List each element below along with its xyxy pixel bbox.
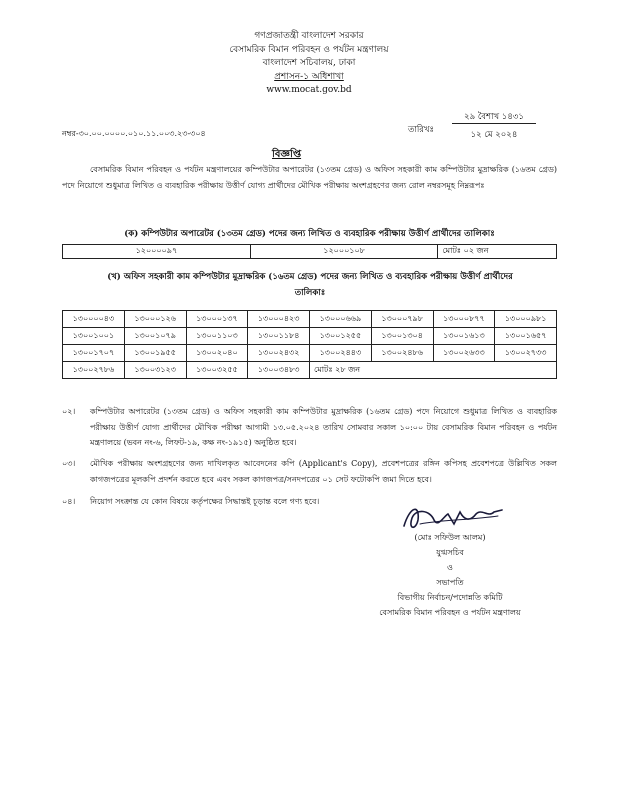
section-a-title: (ক) কম্পিউটার অপারেটর (১৩তম গ্রেড) পদের জন্য লিখিত ও ব্যবহারিক পরীক্ষায় উত্তীর্ণ প্রার্থীদের তালিকাঃ xyxy=(124,229,495,239)
roll-cell: ১৩০০২৬৩৩ xyxy=(433,345,495,362)
roll-cell: ১৩০০০৪২৩ xyxy=(248,311,310,328)
roll-cell: ১৩০০০১২৬ xyxy=(124,311,186,328)
item-text: কম্পিউটার অপারেটর (১৩তম গ্রেড) ও অফিস সহকারী কাম কম্পিউটার মুদ্রাক্ষরিক (১৬তম গ্রেড) পদে নিয়োগে শুধুমাত্র লিখিত ও ব্যবহারিক পরীক্ষায় উত্তীর্ণ যোগ্য প্রার্থীদের মৌখিক পরীক্ষা আগামী ১৩.০৫.২০২৪ তারিখ সোমবার সকাল ১০:০০ টায় বেসামরিক বিমান পরিবহন ও পর্যটন মন্ত্রণালয়ে (ভবন নং-৬, লিফট-১৯, কক্ষ নং-১৯১৫) অনুষ্ঠিত হবে। xyxy=(90,407,557,447)
total-cell: মোটঃ ০২ জন xyxy=(438,245,557,259)
roll-cell: ১৩০০২০৪০ xyxy=(186,345,248,362)
item-number: ০৪। xyxy=(62,497,76,506)
table-row xyxy=(63,362,557,379)
roll-cell: ১৩০০১৭০৭ xyxy=(63,345,125,362)
handwritten-signature xyxy=(390,500,510,534)
roll-cell: ১৩০০১৩০৪ xyxy=(371,328,433,345)
roll-cell: ১২০০০০৯৭ xyxy=(63,245,251,259)
roll-cell: ১৩০০১২৫৫ xyxy=(310,328,372,345)
ministry-name: বেসামরিক বিমান পরিবহন ও পর্যটন মন্ত্রণালয় xyxy=(229,44,389,55)
signatory-and: ও xyxy=(447,563,453,572)
notice-title: বিজ্ঞপ্তি xyxy=(272,149,302,160)
total-cell: মোটঃ ২৮ জন xyxy=(310,362,557,379)
signatory-name: (মোঃ সফিউল আলম) xyxy=(414,533,486,542)
roll-cell: ১৩০০৩২৫৫ xyxy=(186,362,248,379)
item-text: নিয়োগ সংক্রান্ত যে কোন বিষয়ে কর্তৃপক্ষের সিদ্ধান্তই চূড়ান্ত বলে গণ্য হবে। xyxy=(90,497,320,506)
list-item xyxy=(62,456,557,490)
roll-cell: ১৩০০৩৪৮৩ xyxy=(248,362,310,379)
roll-cell: ১৩০০১৬৫৭ xyxy=(495,328,557,345)
item-text: মৌখিক পরীক্ষায় অংশগ্রহণের জন্য দাখিলকৃত আবেদনের কপি (Applicant's Copy), প্রবেশপত্রের রঙ্গিন কপিসহ প্রবেশপত্রে উল্লিখিত সকল কাগজপত্রের মূলকপি প্রদর্শন করতে হবে এবং সকল কাগজপত্র/সনদপত্রের ০১ সেট ফটোকপি জমা দিতে হবে। xyxy=(90,459,557,484)
table-row xyxy=(63,311,557,328)
roll-cell: ১৩০০১১০৩ xyxy=(186,328,248,345)
roll-cell: ১৩০০০৮৭৭ xyxy=(433,311,495,328)
roll-cell: ১৩০০৩১২৩ xyxy=(124,362,186,379)
govt-name: গণপ্রজাতন্ত্রী বাংলাদেশ সরকার xyxy=(254,31,364,41)
date-bangla: ২৯ বৈশাখ ১৪৩১ xyxy=(464,112,524,122)
signature-block xyxy=(340,500,560,620)
date-english: ১২ মে ২০২৪ xyxy=(470,130,518,140)
memo-number: নম্বর-৩০.০০.০০০০.০১০.১১.০০৩.২৩-৩০৪ xyxy=(62,129,206,138)
website: www.mocat.gov.bd xyxy=(266,85,352,95)
roll-cell: ১৩০০২৭৮৬ xyxy=(63,362,125,379)
section-b-table xyxy=(62,310,557,379)
roll-cell: ১৩০০২৪৪৩ xyxy=(310,345,372,362)
roll-cell: ১৩০০২৪৩২ xyxy=(248,345,310,362)
signatory-designation: যুগ্মসচিব xyxy=(436,548,464,557)
roll-cell: ১৩০০২৭৩৩ xyxy=(495,345,557,362)
roll-cell: ১৩০০০৯৮১ xyxy=(495,311,557,328)
roll-cell: ১২০০০১০৮ xyxy=(250,245,438,259)
table-row xyxy=(63,328,557,345)
item-number: ০২। xyxy=(62,407,76,416)
roll-cell: ১৩০০০৬৬৯ xyxy=(310,311,372,328)
intro-paragraph: বেসামরিক বিমান পরিবহন ও পর্যটন মন্ত্রণালয়ের কম্পিউটার অপারেটর (১৩তম গ্রেড) ও অফিস সহকারী কাম কম্পিউটার মুদ্রাক্ষরিক (১৬তম গ্রেড) পদে নিয়োগে শুধুমাত্র লিখিত ও ব্যবহারিক পরীক্ষায় উত্তীর্ণ যোগ্য প্রার্থীদের মৌখিক পরীক্ষায় অংশগ্রহণের জন্য রোল নম্বরসমূহ নিম্নরূপঃ xyxy=(62,165,557,190)
roll-cell: ১৩০০১৬১৩ xyxy=(433,328,495,345)
roll-cell: ১৩০০১০০১ xyxy=(63,328,125,345)
signatory-role: সভাপতি xyxy=(436,578,464,587)
table-row xyxy=(63,345,557,362)
committee-name: বিভাগীয় নির্বাচন/পদোন্নতি কমিটি xyxy=(397,593,503,602)
table-row xyxy=(63,245,557,259)
section-a-table xyxy=(62,244,557,259)
signatory-ministry: বেসামরিক বিমান পরিবহন ও পর্যটন মন্ত্রণালয় xyxy=(379,608,521,617)
roll-cell: ১৩০০০৭৯৮ xyxy=(371,311,433,328)
roll-cell: ১৩০০১১৮৪ xyxy=(248,328,310,345)
date-label: তারিখঃ xyxy=(408,125,435,135)
section-b-title: (খ) অফিস সহকারী কাম কম্পিউটার মুদ্রাক্ষরিক (১৬তম গ্রেড) পদের জন্য লিখিত ও ব্যবহারিক পরীক্ষায় উত্তীর্ণ প্রার্থীদের তালিকাঃ xyxy=(107,272,513,298)
item-number: ০৩। xyxy=(62,459,76,468)
roll-cell: ১৩০০১৯৫৫ xyxy=(124,345,186,362)
roll-cell: ১৩০০০০৪৩ xyxy=(63,311,125,328)
roll-cell: ১৩০০১০৭৯ xyxy=(124,328,186,345)
secretariat-name: বাংলাদেশ সচিবালয়, ঢাকা xyxy=(262,58,356,68)
branch-name: প্রশাসন-১ অধিশাখা xyxy=(274,71,344,82)
roll-cell: ১৩০০০১৩৭ xyxy=(186,311,248,328)
date-divider xyxy=(452,123,536,124)
list-item xyxy=(62,404,557,454)
letterhead xyxy=(0,30,618,98)
roll-cell: ১৩০০২৪৮৬ xyxy=(371,345,433,362)
